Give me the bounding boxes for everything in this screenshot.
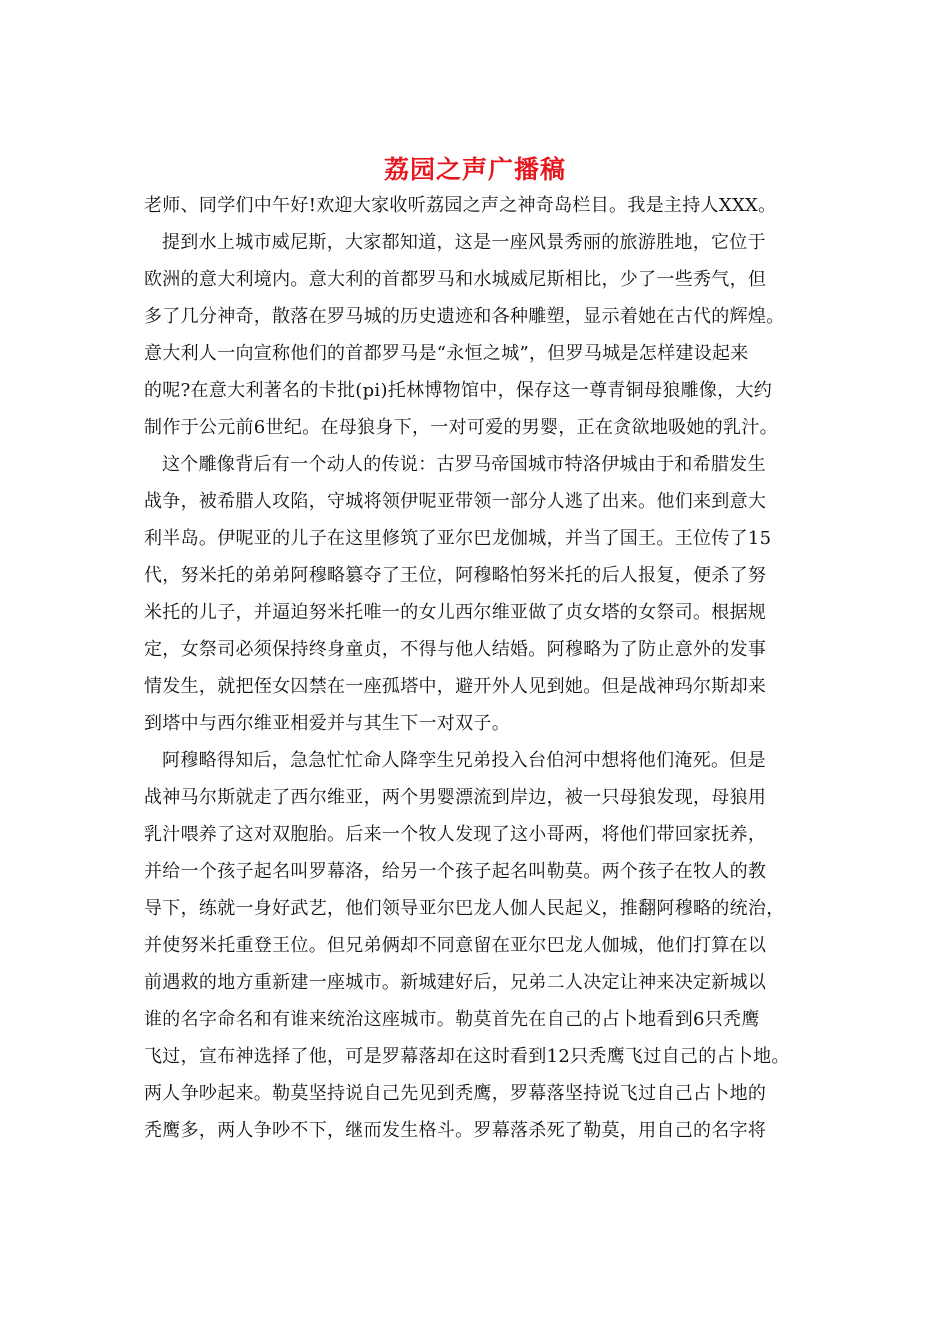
text-line: 提到水上城市威尼斯，大家都知道，这是一座风景秀丽的旅游胜地，它位于 <box>162 232 766 253</box>
text-line: 秃鹰多，两人争吵不下，继而发生格斗。罗幕落杀死了勒莫，用自己的名字将 <box>144 1120 767 1141</box>
text-line: 导下，练就一身好武艺，他们领导亚尔巴龙人伽人民起义，推翻阿穆略的统治， <box>144 898 785 919</box>
text-line: 谁的名字命名和有谁来统治这座城市。勒莫首先在自己的占卜地看到6只秃鹰 <box>144 1009 760 1030</box>
text-line: 两人争吵起来。勒莫坚持说自己先见到秃鹰，罗幕落坚持说飞过自己占卜地的 <box>144 1083 767 1104</box>
text-line: 定，女祭司必须保持终身童贞，不得与他人结婚。阿穆略为了防止意外的发事 <box>144 639 767 660</box>
text-line: 乳汁喂养了这对双胞胎。后来一个牧人发现了这小哥两，将他们带回家抚养， <box>144 824 767 845</box>
text-line: 战神马尔斯就走了西尔维亚，两个男婴漂流到岸边，被一只母狼发现，母狼用 <box>144 787 767 808</box>
text-line: 并使努米托重登王位。但兄弟俩却不同意留在亚尔巴龙人伽城，他们打算在以 <box>144 935 767 956</box>
text-line: 飞过，宣布神选择了他，可是罗幕落却在这时看到12只秃鹰飞过自己的占卜地。 <box>144 1046 790 1067</box>
text-line: 多了几分神奇，散落在罗马城的历史遗迹和各种雕塑，显示着她在古代的辉煌。 <box>144 306 785 327</box>
document-title: 荔园之声广播稿 <box>383 155 566 184</box>
text-line: 到塔中与西尔维亚相爱并与其生下一对双子。 <box>144 713 510 734</box>
text-line: 的呢?在意大利著名的卡批(pi)托林博物馆中，保存这一尊青铜母狼雕像，大约 <box>144 380 773 401</box>
text-line: 制作于公元前6世纪。在母狼身下，一对可爱的男婴，正在贪欲地吸她的乳汁。 <box>144 417 778 438</box>
text-line: 战争，被希腊人攻陷，守城将领伊呢亚带领一部分人逃了出来。他们来到意大 <box>144 491 767 512</box>
text-line: 利半岛。伊呢亚的儿子在这里修筑了亚尔巴龙伽城，并当了国王。王位传了15 <box>144 528 772 549</box>
text-line: 阿穆略得知后，急急忙忙命人降孪生兄弟投入台伯河中想将他们淹死。但是 <box>162 750 766 771</box>
text-line: 米托的儿子，并逼迫努米托唯一的女儿西尔维亚做了贞女塔的女祭司。根据规 <box>144 602 767 623</box>
text-line: 意大利人一向宣称他们的首都罗马是“永恒之城”，但罗马城是怎样建设起来 <box>144 343 749 364</box>
text-line: 代，努米托的弟弟阿穆略篡夺了王位，阿穆略怕努米托的后人报复，便杀了努 <box>144 565 767 586</box>
text-line: 并给一个孩子起名叫罗幕洛，给另一个孩子起名叫勒莫。两个孩子在牧人的教 <box>144 861 767 882</box>
text-line: 前遇救的地方重新建一座城市。新城建好后，兄弟二人决定让神来决定新城以 <box>144 972 767 993</box>
text-line: 这个雕像背后有一个动人的传说：古罗马帝国城市特洛伊城由于和希腊发生 <box>162 454 766 475</box>
text-line: 情发生，就把侄女囚禁在一座孤塔中，避开外人见到她。但是战神玛尔斯却来 <box>144 676 767 697</box>
text-line: 欧洲的意大利境内。意大利的首都罗马和水城威尼斯相比，少了一些秀气，但 <box>144 269 767 290</box>
text-line: 老师、同学们中午好!欢迎大家收听荔园之声之神奇岛栏目。我是主持人XXX。 <box>144 195 777 216</box>
